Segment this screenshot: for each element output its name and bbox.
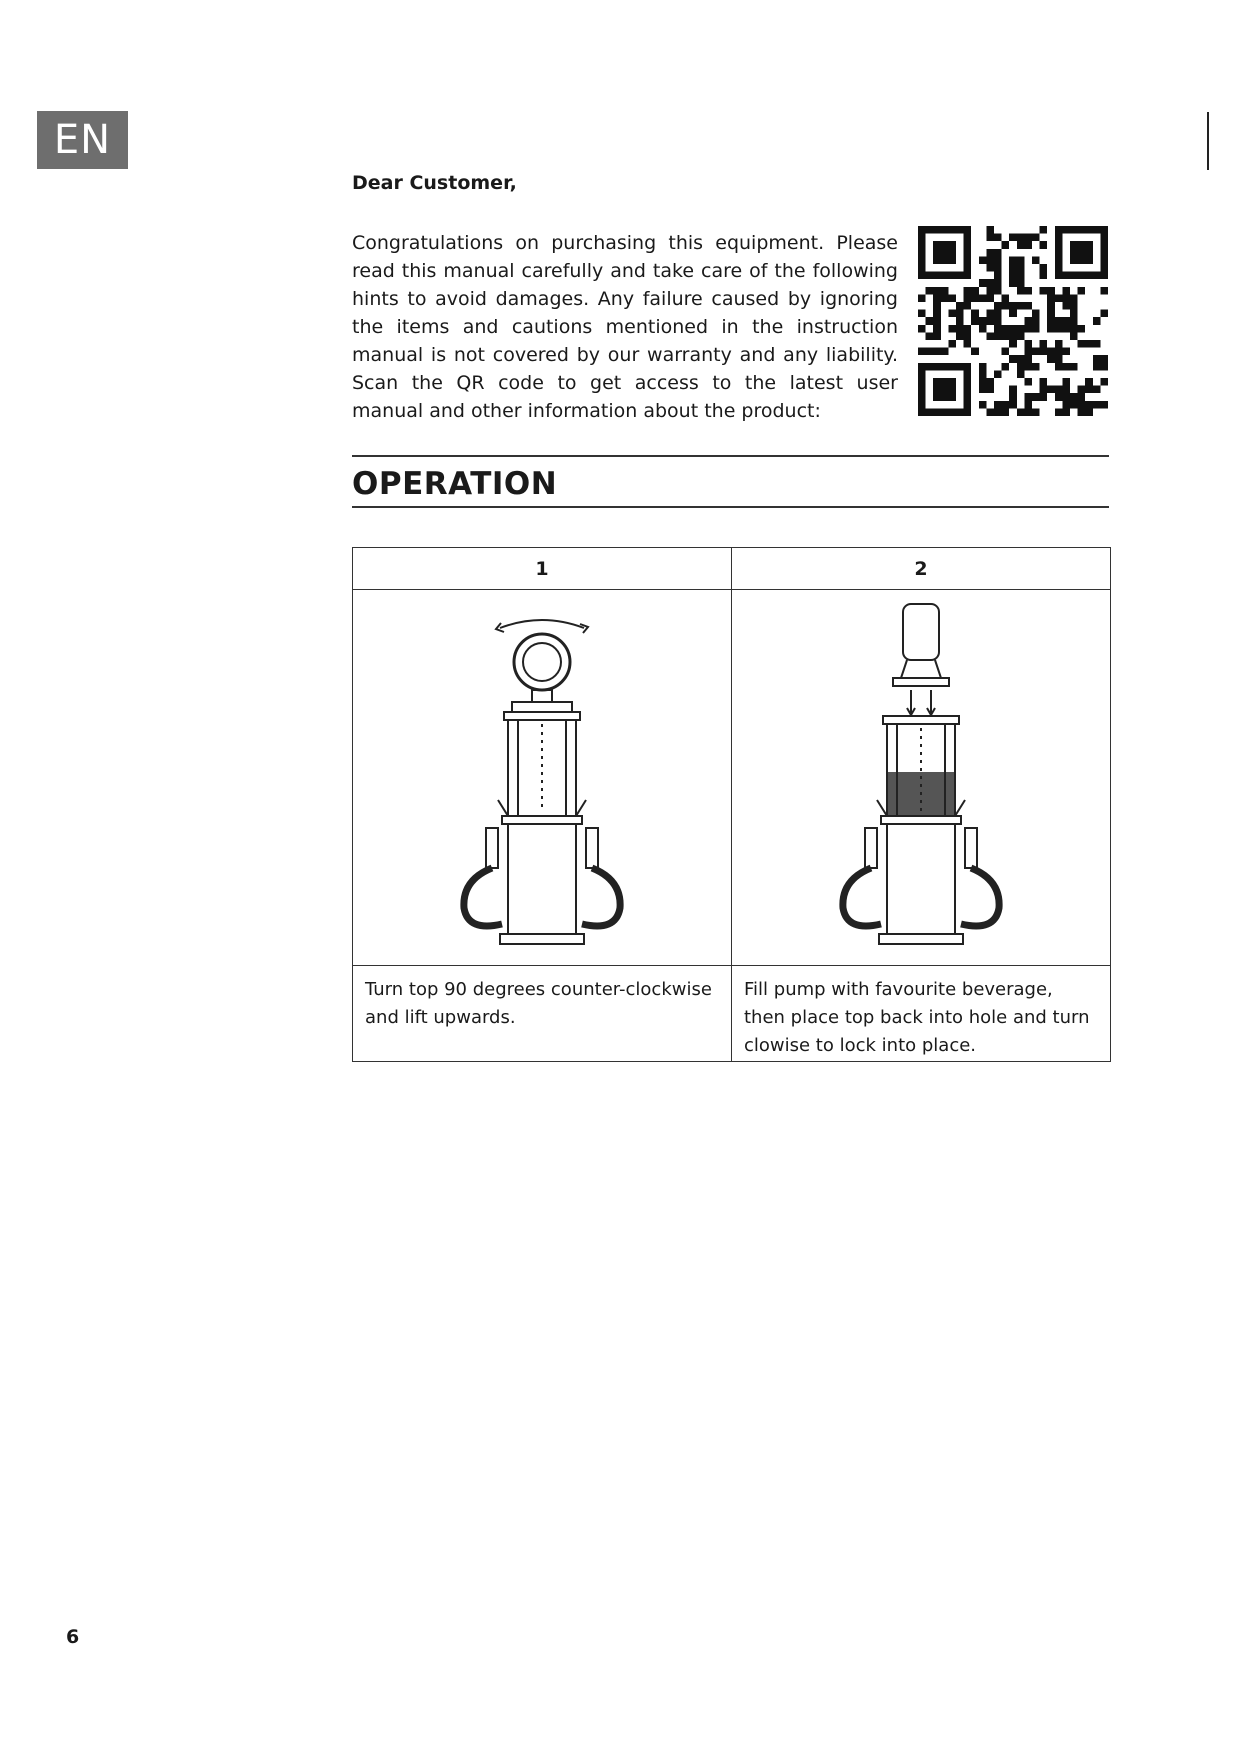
- operation-steps-table: [352, 547, 1111, 1062]
- page-number: 6: [66, 1626, 80, 1648]
- step-1-illustration: [353, 590, 732, 966]
- step-caption: Fill pump with favourite beverage, then place top back into hole and turn clowise to lock into place.: [732, 966, 1111, 1062]
- drink-dispenser-icon: [422, 590, 662, 960]
- step-number: 1: [353, 548, 732, 590]
- section-rule-bottom: [352, 506, 1109, 508]
- drink-dispenser-fill-icon: [801, 590, 1041, 960]
- step-caption: Turn top 90 degrees counter-clockwise and lift upwards.: [353, 966, 732, 1062]
- step-number: 2: [732, 548, 1111, 590]
- page-edge-marker: [1207, 112, 1209, 170]
- section-rule-top: [352, 455, 1109, 457]
- qr-code-icon[interactable]: [918, 226, 1108, 416]
- step-2-illustration: [732, 590, 1111, 966]
- language-tab: EN: [37, 111, 128, 169]
- greeting: Dear Customer,: [352, 172, 517, 194]
- intro-paragraph: Congratulations on purchasing this equipment. Please read this manual carefully and take care of the following hints to avoid damages. Any failure caused by ignoring the items and cautions mentioned in the instruction manual is not covered by our warranty and any liability. Scan the QR code to get access to the latest user manual and other information about the product:: [352, 232, 898, 422]
- section-title: OPERATION: [352, 466, 558, 502]
